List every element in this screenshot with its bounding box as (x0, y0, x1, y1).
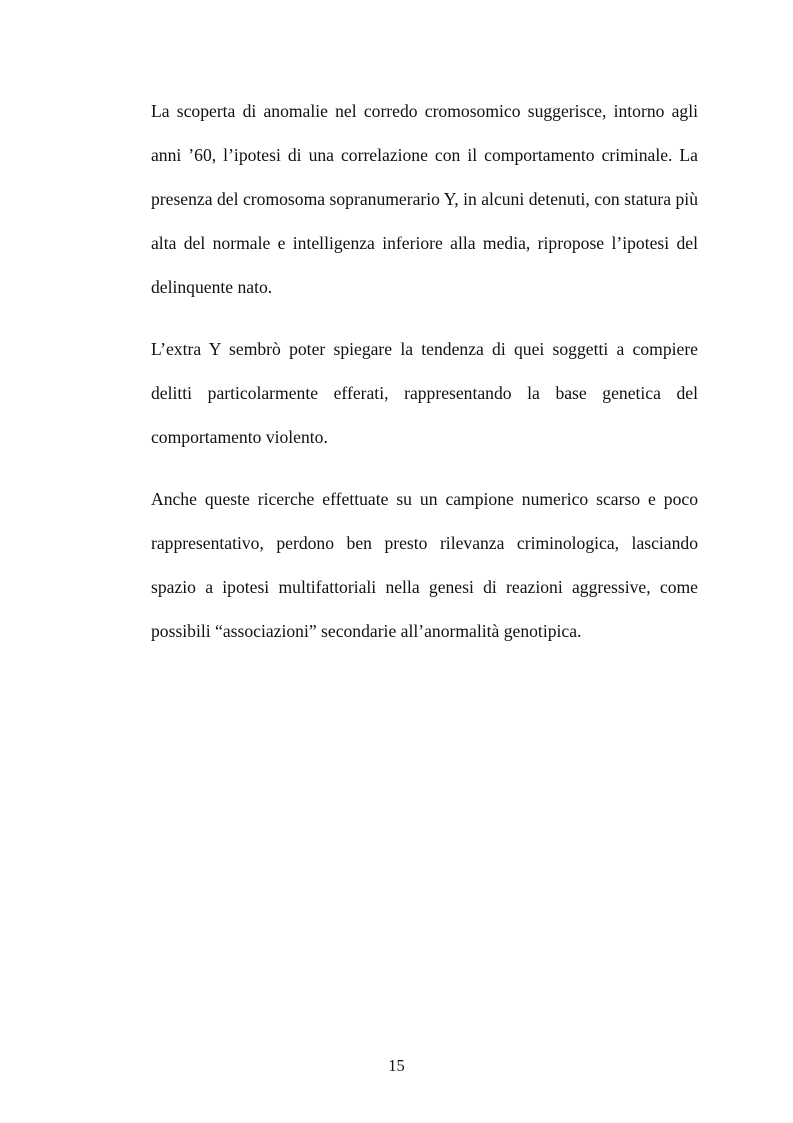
paragraph-ricerche: Anche queste ricerche effettuate su un campione numerico scarso e poco rappresentativo, perdono ben presto rilevanza criminologica, lasciando spazio a ipotesi multifattoriali nella genesi di reazioni aggressive, come possibili “associazioni” secondarie all’anormalità genotipica. (151, 489, 698, 641)
paragraph-cromosomi: La scoperta di anomalie nel corredo cromosomico suggerisce, intorno agli anni ’60, l’ipotesi di una correlazione con il comportamento criminale. La presenza del cromosoma sopranumerario Y, in alcuni detenuti, con statura più alta del normale e intelligenza inferiore alla media, ripropose l’ipotesi del delinquente nato. (151, 101, 698, 297)
document-body (151, 89, 698, 671)
paragraph-extra-y: L’extra Y sembrò poter spiegare la tendenza di quei soggetti a compiere delitti particolarmente efferati, rappresentando la base genetica del comportamento violento. (151, 339, 698, 447)
page-number: 15 (388, 1056, 405, 1075)
